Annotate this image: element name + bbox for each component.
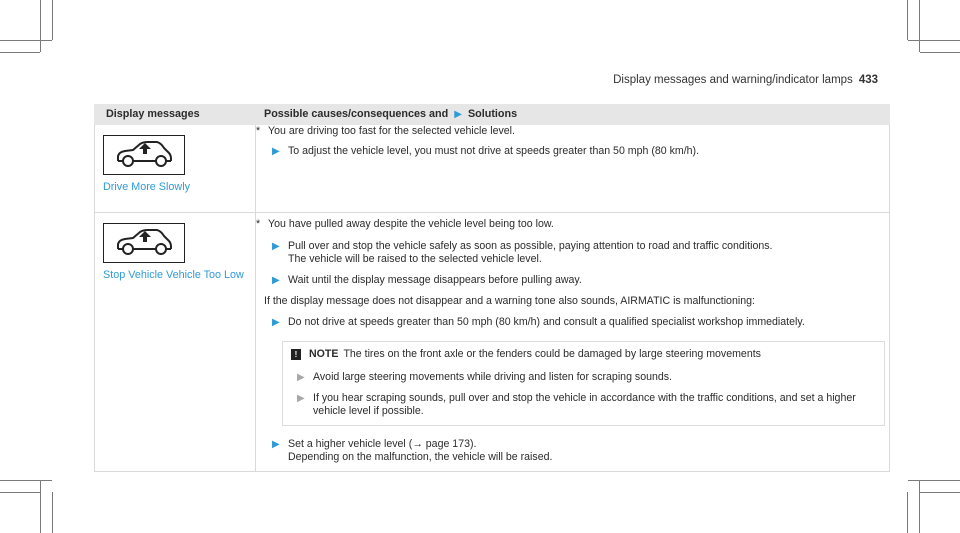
action-item: ▶ Do not drive at speeds greater than 50 mph (80 km/h) and consult a qualified specialist workshop immediately.	[272, 316, 805, 328]
crop-mark	[52, 492, 53, 533]
crop-mark	[907, 0, 908, 40]
arrow-right-icon: ▶	[272, 241, 280, 252]
cause-item: * You have pulled away despite the vehicle level being too low.	[256, 218, 554, 230]
col-header-display-messages: Display messages	[95, 105, 256, 125]
raised-car-icon	[103, 135, 185, 175]
crop-mark	[40, 0, 41, 52]
note-action: ▶ If you hear scraping sounds, pull over and stop the vehicle in accordance with the traffic conditions, and set a higher vehicle level if possible.	[297, 392, 856, 417]
crop-mark	[908, 40, 960, 41]
message-label: Drive More Slowly	[103, 181, 190, 193]
arrow-right-icon: ▶	[272, 275, 280, 286]
action-item: ▶ To adjust the vehicle level, you must not drive at speeds greater than 50 mph (80 km/h).	[272, 145, 700, 157]
crop-mark	[920, 492, 960, 493]
arrow-right-icon: ▶	[272, 439, 280, 450]
crop-mark	[0, 480, 52, 481]
crop-mark	[920, 52, 960, 53]
crop-mark	[907, 492, 908, 533]
arrow-right-icon: ▶	[454, 109, 462, 120]
action-item: ▶ Set a higher vehicle level (→ page 173). Depending on the malfunction, the vehicle will be raised.	[272, 438, 553, 463]
crop-mark	[40, 480, 41, 533]
crop-mark	[0, 40, 52, 41]
warning-icon: !	[291, 349, 301, 360]
header-title: Display messages and warning/indicator lamps	[613, 74, 853, 86]
action-item: ▶ Wait until the display message disappears before pulling away.	[272, 274, 582, 286]
note-label: NOTE	[309, 348, 339, 360]
col-header-causes: Possible causes/consequences and ▶ Solutions	[256, 105, 890, 125]
solution-cell	[256, 213, 890, 472]
crop-mark	[919, 480, 920, 533]
raised-car-icon	[103, 223, 185, 263]
note-text: The tires on the front axle or the fenders could be damaged by large steering movements	[343, 348, 761, 360]
table-row	[95, 213, 890, 472]
crop-mark	[919, 0, 920, 52]
note-box	[282, 341, 885, 426]
condition-text: If the display message does not disappear and a warning tone also sounds, AIRMATIC is malfunctioning:	[264, 295, 755, 307]
crop-mark	[908, 480, 960, 481]
crop-mark	[0, 492, 40, 493]
message-cell	[95, 213, 256, 472]
page-header	[613, 74, 878, 86]
action-item: ▶ Pull over and stop the vehicle safely as soon as possible, paying attention to road and traffic conditions. The vehicle will be raised to the selected vehicle level.	[272, 240, 773, 265]
message-cell	[95, 125, 256, 213]
display-messages-table	[94, 104, 890, 472]
solution-cell	[256, 125, 890, 213]
crop-mark	[0, 52, 40, 53]
message-label: Stop Vehicle Vehicle Too Low	[103, 269, 244, 281]
table-header-row	[95, 105, 890, 125]
arrow-right-icon: ▶	[272, 146, 280, 157]
arrow-right-icon: ▶	[272, 317, 280, 328]
page-number: 433	[858, 74, 878, 86]
arrow-right-icon: ▶	[297, 372, 305, 383]
note-action: ▶ Avoid large steering movements while driving and listen for scraping sounds.	[297, 371, 673, 383]
cause-item: * You are driving too fast for the selected vehicle level.	[256, 125, 515, 137]
arrow-right-icon: ▶	[297, 393, 305, 404]
crop-mark	[52, 0, 53, 40]
table-row	[95, 125, 890, 213]
